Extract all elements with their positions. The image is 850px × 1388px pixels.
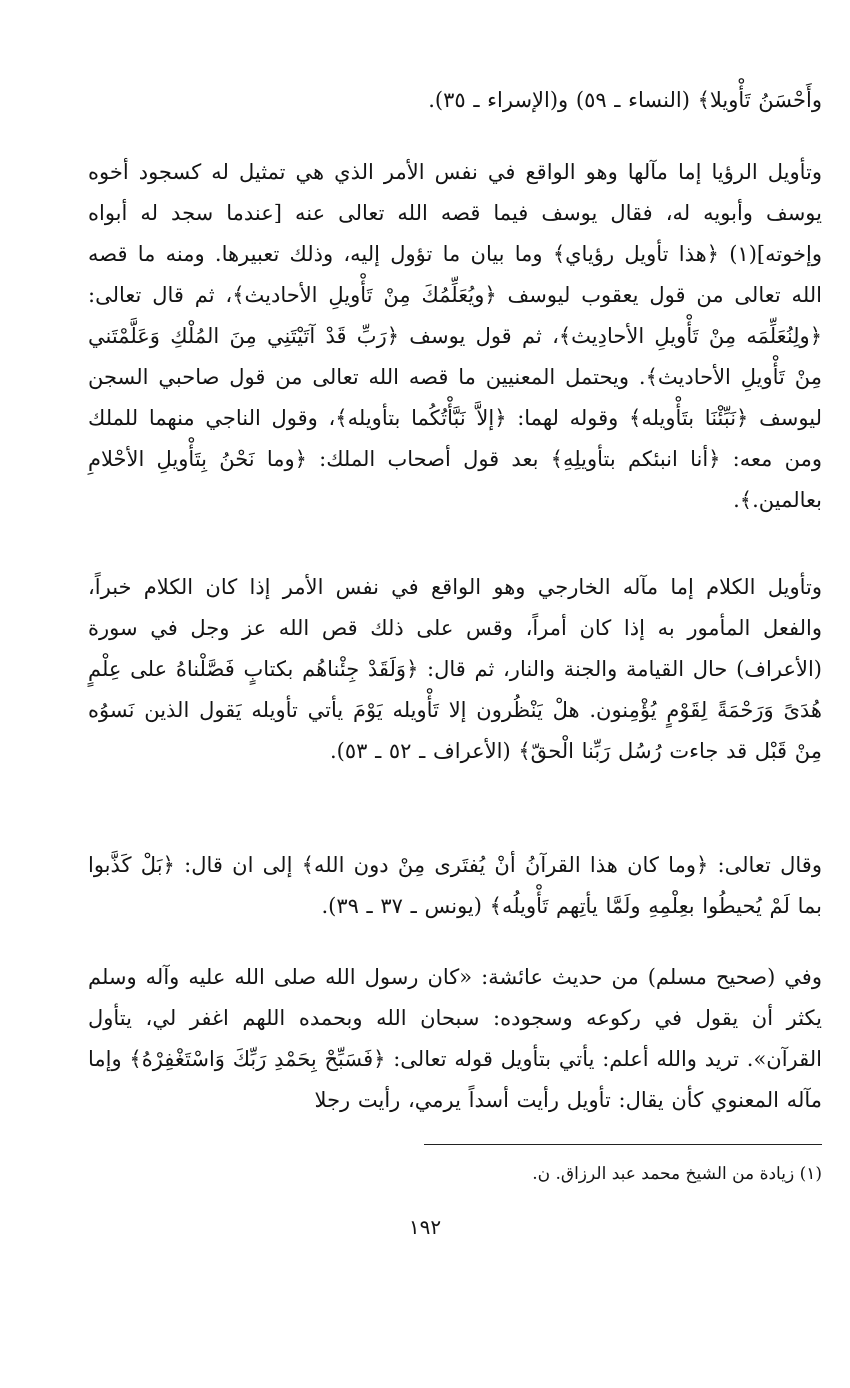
footnote: (١) زيادة من الشيخ محمد عبد الرزاق. ن. xyxy=(532,1164,822,1184)
footnote-divider xyxy=(424,1144,822,1145)
paragraph-5: وفي (صحيح مسلم) من حديث عائشة: «كان رسول الله صلى الله عليه وآله وسلم يكثر أن يقول في ركوعه وسجوده: سبحان الله وبحمده اللهم اغفر لي، يتأول القرآن». تريد والله أعلم: يأتي بتأويل قوله تعالى: ﴿فَسَبِّحْ بِحَمْدِ رَبِّكَ وَاسْتَغْفِرْهُ﴾ وإما مآله المعنوي كأن يقال: تأويل رأيت أسداً يرمي، رأيت رجلا xyxy=(88,965,822,1112)
paragraph-1: وأَحْسَنُ تَأْويلا﴾ (النساء ـ ٥٩) و(الإسراء ـ ٣٥). xyxy=(428,88,822,112)
page-number: ١٩٢ xyxy=(408,1215,442,1239)
paragraph-4: وقال تعالى: ﴿وما كان هذا القرآنُ أنْ يُفتَرى مِنْ دون الله﴾ إلى ان قال: ﴿بَلْ كَذَّبوا بما لَمْ يُحيطُوا بعِلْمِهِ ولَمَّا يأتِهم تَأْويلُه﴾ (يونس ـ ٣٧ ـ ٣٩). xyxy=(88,853,822,918)
paragraph-2: وتأويل الرؤيا إما مآلها وهو الواقع في نفس الأمر الذي هي تمثيل له كسجود أخوه يوسف وأبويه له، فقال يوسف فيما قصه الله تعالى عنه [عندما سجد له أبواه وإخوته](١) ﴿هذا تأويل رؤياي﴾ وما بيان ما تؤول إليه، وذلك تعبيرها. ومنه ما قصه الله تعالى من قول يعقوب ليوسف ﴿ويُعَلِّمُكَ مِنْ تَأْويلِ الأحاديث﴾، ثم قال تعالى: ﴿ولِنُعَلِّمَه مِنْ تَأْويلِ الأحادِيث﴾، ثم قول يوسف ﴿رَبِّ قَدْ آتَيْتَنِي مِنَ المُلْكِ وَعَلَّمْتَني مِنْ تَأْويلِ الأحاديث﴾. ويحتمل المعنيين ما قصه الله تعالى من قول صاحبي السجن ليوسف ﴿نَبِّئْنَا بتَأْويله﴾ وقوله لهما: ﴿إلاَّ نَبَّأْتُكُما بتأويله﴾، وقول الناجي منهما للملك ومن معه: ﴿أنا انبئكم بتأويلِهِ﴾ بعد قول أصحاب الملك: ﴿وما نَحْنُ بِتَأْويلِ الأحْلامِ بعالمين.﴾. xyxy=(88,160,822,512)
paragraph-3: وتأويل الكلام إما مآله الخارجي وهو الواقع في نفس الأمر إذا كان الكلام خبراً، والفعل المأمور به إذا كان أمراً، وقس على ذلك قص الله عز وجل في سورة (الأعراف) حال القيامة والجنة والنار، ثم قال: ﴿وَلَقَدْ جِئْناهُم بكتابٍ فَصَّلْناهُ على عِلْمٍ هُدَىً وَرَحْمَةً لِقَوْمٍ يُؤْمِنون. هلْ يَنْظُرون إلا تَأْويله يَوْمَ يأتي تأويله يَقول الذين نَسوُه مِنْ قَبْل قد جاءت رُسُل رَبِّنا الْحقّ﴾ (الأعراف ـ ٥٢ ـ ٥٣). xyxy=(88,575,822,763)
